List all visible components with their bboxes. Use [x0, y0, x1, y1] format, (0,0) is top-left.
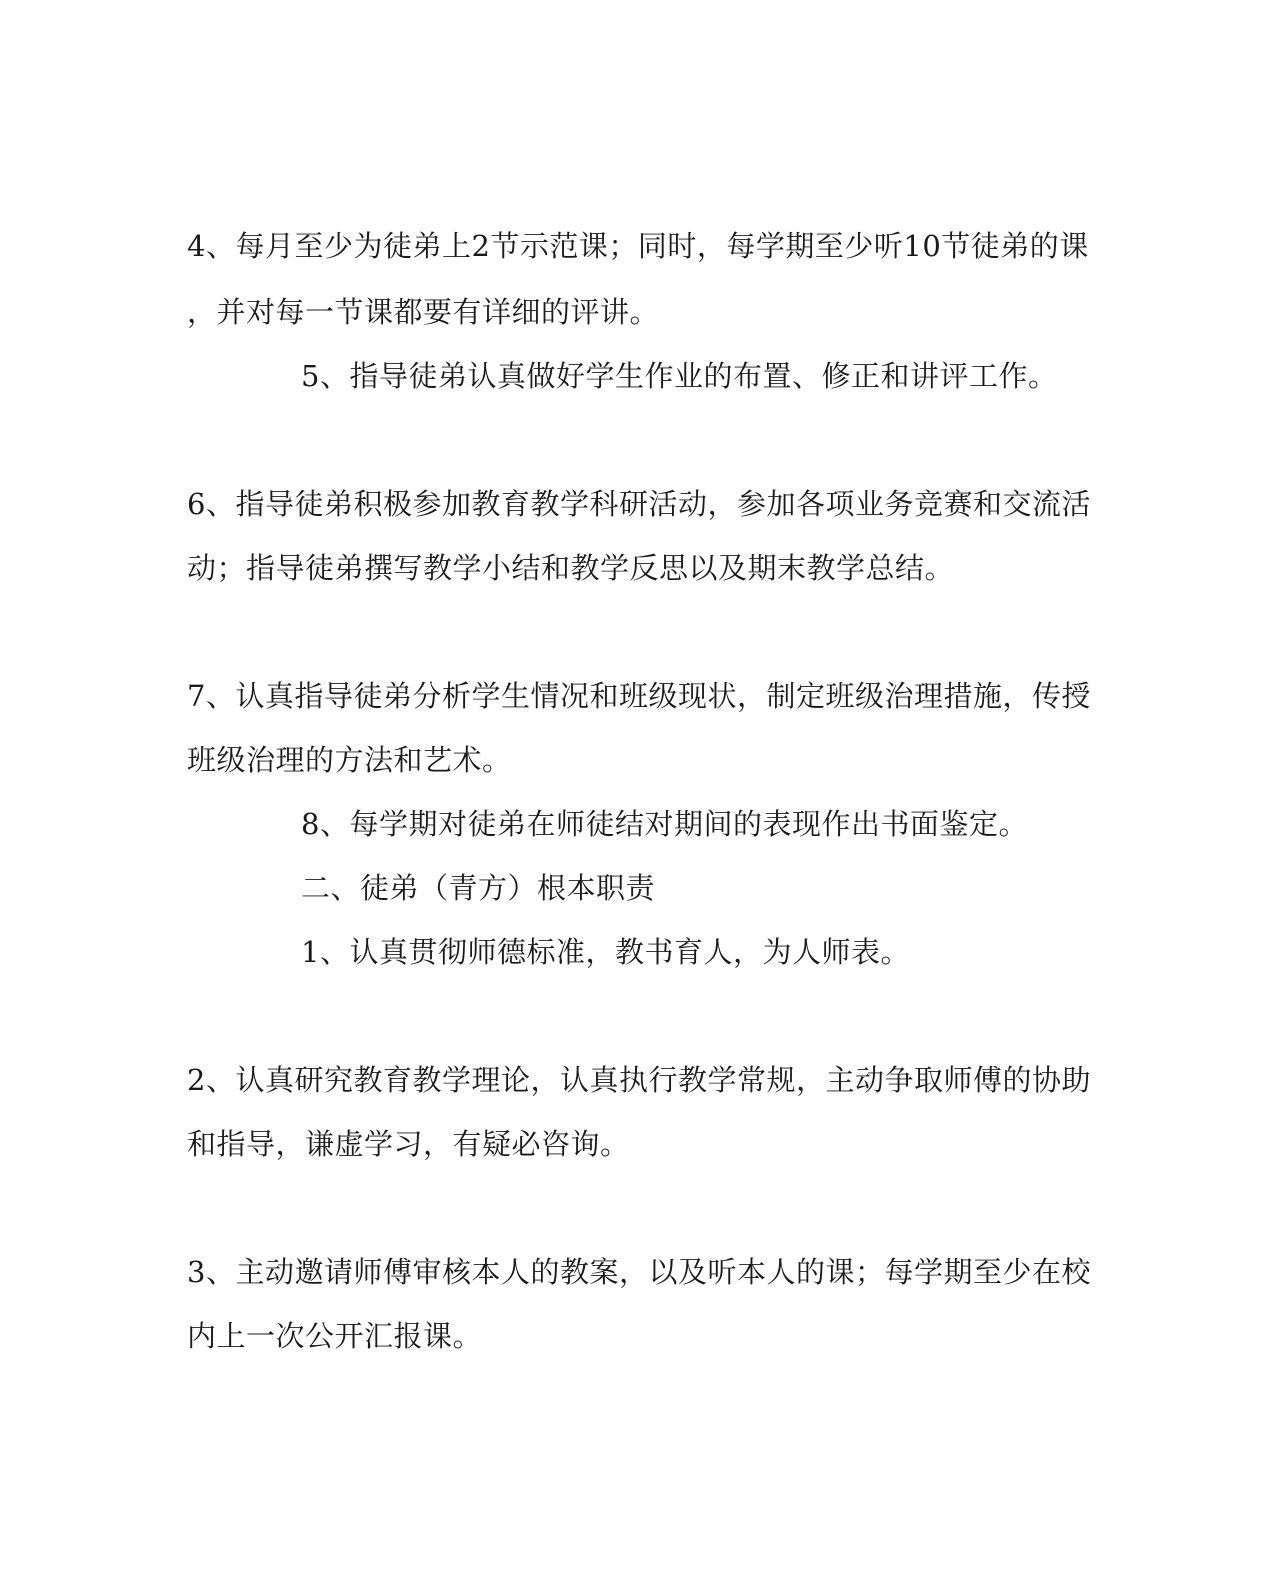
text-line-item5: 5、指导徒弟认真做好学生作业的布置、修正和讲评工作。	[301, 359, 1058, 393]
text-line-item6-part1: 6、指导徒弟积极参加教育教学科研活动，参加各项业务竞赛和交流活	[187, 487, 1091, 521]
text-line-item8: 8、每学期对徒弟在师徒结对期间的表现作出书面鉴定。	[301, 807, 1028, 841]
text-line-item7-part1: 7、认真指导徒弟分析学生情况和班级现状，制定班级治理措施，传授	[187, 679, 1091, 713]
text-line-duty3-part1: 3、主动邀请师傅审核本人的教案，以及听本人的课；每学期至少在校	[187, 1255, 1091, 1289]
text-line-duty1: 1、认真贯彻师德标准，教书育人，为人师表。	[301, 935, 910, 969]
text-line-item4-part2: ，并对每一节课都要有详细的评讲。	[187, 295, 660, 329]
section-heading-apprentice-duties: 二、徒弟（青方）根本职责	[301, 871, 656, 905]
text-line-item6-part2: 动；指导徒弟撰写教学小结和教学反思以及期末教学总结。	[187, 551, 955, 585]
text-line-duty3-part2: 内上一次公开汇报课。	[187, 1319, 483, 1353]
text-line-duty2-part2: 和指导，谦虚学习，有疑必咨询。	[187, 1127, 630, 1161]
text-line-item4-part1: 4、每月至少为徒弟上2节示范课；同时，每学期至少听10节徒弟的课	[187, 229, 1089, 263]
text-line-item7-part2: 班级治理的方法和艺术。	[187, 743, 512, 777]
text-line-duty2-part1: 2、认真研究教育教学理论，认真执行教学常规，主动争取师傅的协助	[187, 1063, 1091, 1097]
